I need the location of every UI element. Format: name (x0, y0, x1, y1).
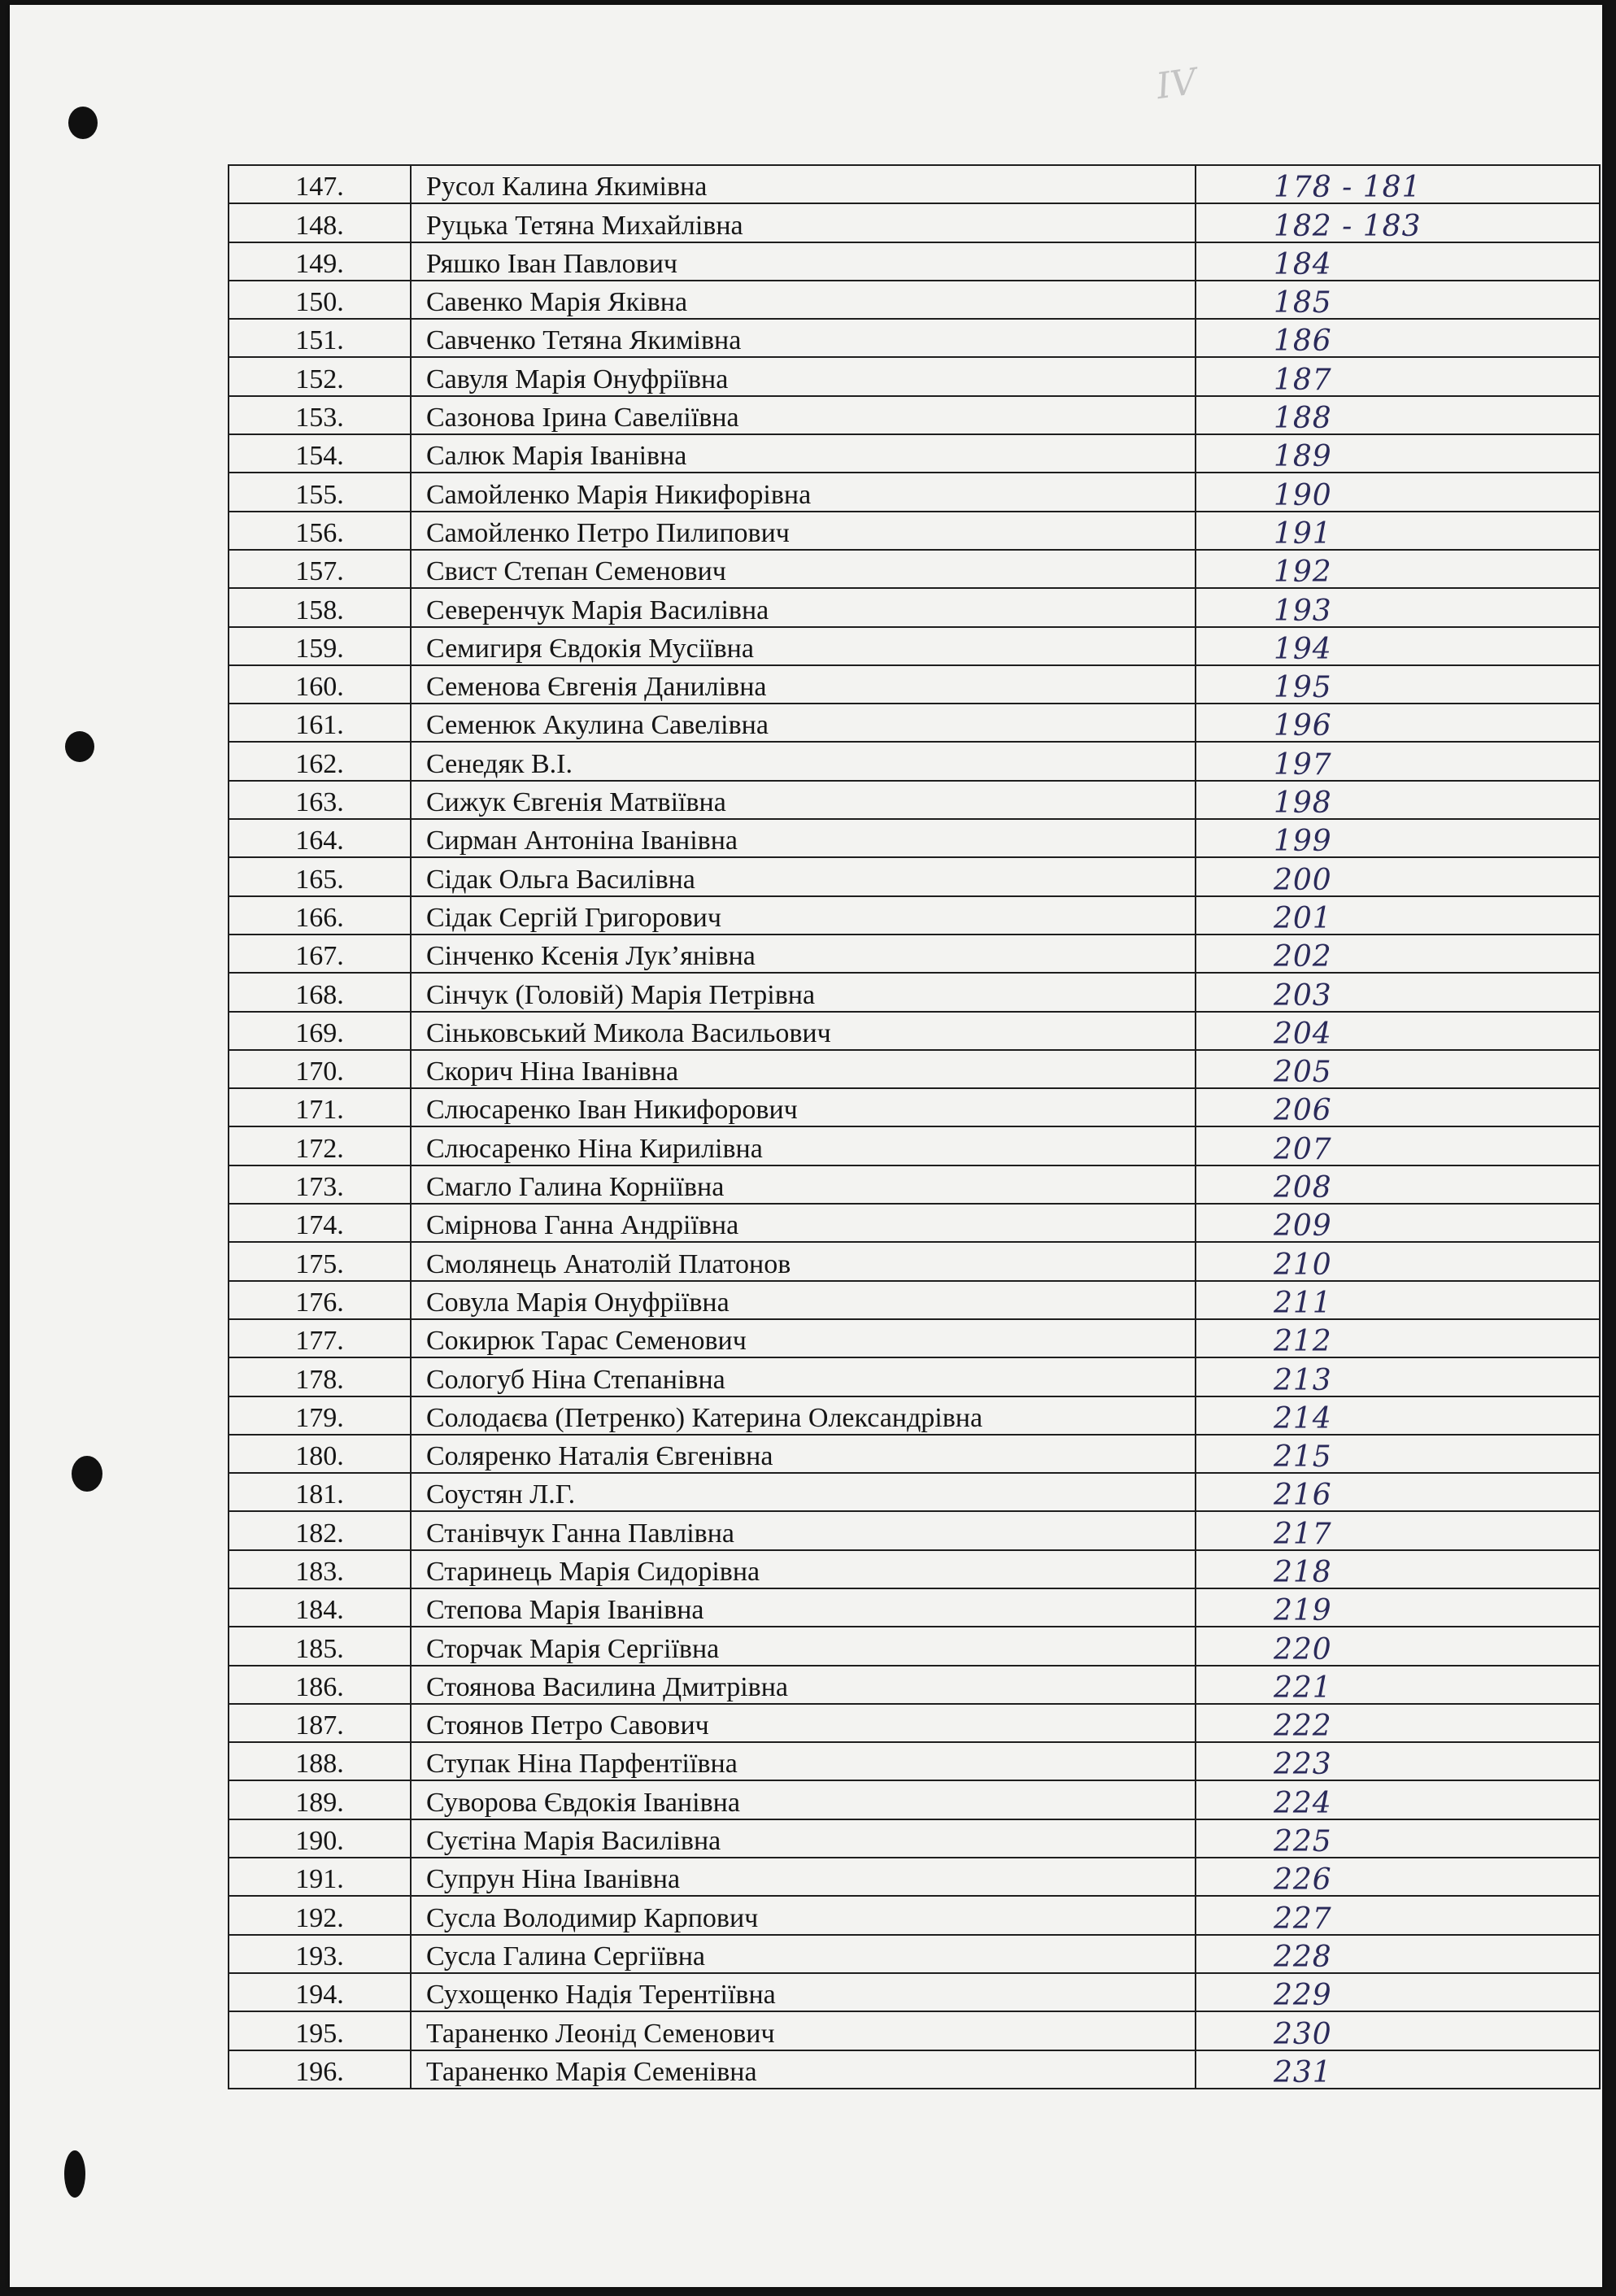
row-number: 177. (229, 1319, 411, 1357)
row-number: 169. (229, 1012, 411, 1050)
table-row (229, 1281, 1600, 1319)
sheet-number: 217 (1196, 1511, 1600, 1549)
row-number: 148. (229, 203, 411, 242)
table-row (229, 1896, 1600, 1934)
person-name: Суворова Євдокія Іванівна (411, 1780, 1196, 1819)
person-name: Сенедяк В.І. (411, 742, 1196, 780)
table-row (229, 1357, 1600, 1396)
table-row (229, 935, 1600, 973)
person-name: Русол Калина Якимівна (411, 165, 1196, 203)
sheet-number: 191 (1196, 512, 1600, 550)
sheet-number: 203 (1196, 973, 1600, 1011)
table-row (229, 1126, 1600, 1165)
row-number: 154. (229, 434, 411, 473)
person-name: Сокирюк Тарас Семенович (411, 1319, 1196, 1357)
person-name: Слюсаренко Ніна Кирилівна (411, 1126, 1196, 1165)
person-name: Сіньковський Микола Васильович (411, 1012, 1196, 1050)
sheet-number: 202 (1196, 935, 1600, 973)
row-number: 195. (229, 2011, 411, 2050)
punch-hole-1 (68, 107, 98, 139)
sheet-number: 184 (1196, 242, 1600, 281)
sheet-number: 187 (1196, 357, 1600, 395)
row-number: 183. (229, 1550, 411, 1588)
table-row (229, 1935, 1600, 1973)
table-row (229, 473, 1600, 511)
person-name: Соустян Л.Г. (411, 1473, 1196, 1511)
table-row (229, 1742, 1600, 1780)
person-name: Старинець Марія Сидорівна (411, 1550, 1196, 1588)
row-number: 181. (229, 1473, 411, 1511)
person-name: Салюк Марія Іванівна (411, 434, 1196, 473)
table-row (229, 1627, 1600, 1665)
sheet-number: 200 (1196, 857, 1600, 895)
row-number: 178. (229, 1357, 411, 1396)
row-number: 157. (229, 550, 411, 588)
person-name: Ряшко Іван Павлович (411, 242, 1196, 281)
person-name: Сусла Галина Сергіївна (411, 1935, 1196, 1973)
sheet-number: 215 (1196, 1435, 1600, 1473)
person-name: Савченко Тетяна Якимівна (411, 319, 1196, 357)
table-row (229, 704, 1600, 742)
row-number: 147. (229, 165, 411, 203)
sheet-number: 223 (1196, 1742, 1600, 1780)
table-row (229, 357, 1600, 395)
row-number: 186. (229, 1666, 411, 1704)
sheet-number: 229 (1196, 1973, 1600, 2011)
table-row (229, 627, 1600, 665)
person-name: Смолянець Анатолій Платонов (411, 1242, 1196, 1280)
person-name: Руцька Тетяна Михайлівна (411, 203, 1196, 242)
row-number: 168. (229, 973, 411, 1011)
sheet-number: 189 (1196, 434, 1600, 473)
row-number: 175. (229, 1242, 411, 1280)
table-row (229, 1242, 1600, 1280)
sheet-number: 178 - 181 (1196, 165, 1600, 203)
table-row (229, 973, 1600, 1011)
row-number: 165. (229, 857, 411, 895)
row-number: 162. (229, 742, 411, 780)
sheet-number: 222 (1196, 1704, 1600, 1742)
sheet-number: 193 (1196, 588, 1600, 626)
sheet-number: 224 (1196, 1780, 1600, 1819)
table-row (229, 165, 1600, 203)
sheet-number: 220 (1196, 1627, 1600, 1665)
punch-hole-3 (72, 1456, 102, 1492)
table-row (229, 1088, 1600, 1126)
paper-sheet (10, 5, 1602, 2287)
person-name: Степова Марія Іванівна (411, 1588, 1196, 1627)
sheet-number: 228 (1196, 1935, 1600, 1973)
row-number: 164. (229, 819, 411, 857)
person-name: Супрун Ніна Іванівна (411, 1858, 1196, 1896)
row-number: 189. (229, 1780, 411, 1819)
roster-table (228, 164, 1601, 2089)
row-number: 155. (229, 473, 411, 511)
row-number: 159. (229, 627, 411, 665)
row-number: 172. (229, 1126, 411, 1165)
table-row (229, 1819, 1600, 1858)
table-row (229, 1973, 1600, 2011)
person-name: Сідак Сергій Григорович (411, 896, 1196, 935)
punch-hole-4 (64, 2150, 85, 2198)
sheet-number: 212 (1196, 1319, 1600, 1357)
table-row (229, 242, 1600, 281)
sheet-number: 204 (1196, 1012, 1600, 1050)
table-row (229, 1704, 1600, 1742)
sheet-number: 211 (1196, 1281, 1600, 1319)
row-number: 190. (229, 1819, 411, 1858)
table-row (229, 1666, 1600, 1704)
sheet-number: 196 (1196, 704, 1600, 742)
sheet-number: 207 (1196, 1126, 1600, 1165)
sheet-number: 198 (1196, 781, 1600, 819)
row-number: 156. (229, 512, 411, 550)
table-row (229, 742, 1600, 780)
row-number: 171. (229, 1088, 411, 1126)
sheet-number: 190 (1196, 473, 1600, 511)
punch-hole-2 (65, 731, 94, 762)
person-name: Сазонова Ірина Савеліївна (411, 396, 1196, 434)
sheet-number: 199 (1196, 819, 1600, 857)
sheet-number: 182 - 183 (1196, 203, 1600, 242)
row-number: 149. (229, 242, 411, 281)
sheet-number: 218 (1196, 1550, 1600, 1588)
row-number: 188. (229, 1742, 411, 1780)
row-number: 160. (229, 665, 411, 704)
person-name: Совула Марія Онуфріївна (411, 1281, 1196, 1319)
person-name: Сологуб Ніна Степанівна (411, 1357, 1196, 1396)
person-name: Семенюк Акулина Савелівна (411, 704, 1196, 742)
sheet-number: 194 (1196, 627, 1600, 665)
row-number: 163. (229, 781, 411, 819)
table-row (229, 1588, 1600, 1627)
person-name: Сідак Ольга Василівна (411, 857, 1196, 895)
row-number: 161. (229, 704, 411, 742)
person-name: Сусла Володимир Карпович (411, 1896, 1196, 1934)
person-name: Стоянов Петро Савович (411, 1704, 1196, 1742)
person-name: Сирман Антоніна Іванівна (411, 819, 1196, 857)
table-row (229, 665, 1600, 704)
sheet-number: 209 (1196, 1204, 1600, 1242)
table-row (229, 203, 1600, 242)
person-name: Ступак Ніна Парфентіївна (411, 1742, 1196, 1780)
table-row (229, 1550, 1600, 1588)
person-name: Тараненко Марія Семенівна (411, 2050, 1196, 2089)
table-row (229, 1511, 1600, 1549)
row-number: 153. (229, 396, 411, 434)
person-name: Солодаєва (Петренко) Катерина Олександрівна (411, 1396, 1196, 1435)
person-name: Соляренко Наталія Євгенівна (411, 1435, 1196, 1473)
row-number: 173. (229, 1165, 411, 1204)
sheet-number: 195 (1196, 665, 1600, 704)
row-number: 180. (229, 1435, 411, 1473)
roster-table-body (229, 165, 1600, 2089)
sheet-number: 221 (1196, 1666, 1600, 1704)
table-row (229, 1435, 1600, 1473)
table-row (229, 1858, 1600, 1896)
table-row (229, 434, 1600, 473)
table-row (229, 1319, 1600, 1357)
person-name: Смірнова Ганна Андріївна (411, 1204, 1196, 1242)
row-number: 191. (229, 1858, 411, 1896)
row-number: 167. (229, 935, 411, 973)
row-number: 174. (229, 1204, 411, 1242)
person-name: Самойленко Марія Никифорівна (411, 473, 1196, 511)
table-row (229, 896, 1600, 935)
sheet-number: 226 (1196, 1858, 1600, 1896)
table-row (229, 1473, 1600, 1511)
sheet-number: 192 (1196, 550, 1600, 588)
person-name: Савенко Марія Яківна (411, 281, 1196, 319)
table-row (229, 396, 1600, 434)
sheet-number: 205 (1196, 1050, 1600, 1088)
person-name: Северенчук Марія Василівна (411, 588, 1196, 626)
sheet-number: 185 (1196, 281, 1600, 319)
table-row (229, 1204, 1600, 1242)
person-name: Сухощенко Надія Терентіївна (411, 1973, 1196, 2011)
person-name: Смагло Галина Корніївна (411, 1165, 1196, 1204)
table-row (229, 550, 1600, 588)
person-name: Семигиря Євдокія Мусіївна (411, 627, 1196, 665)
person-name: Самойленко Петро Пилипович (411, 512, 1196, 550)
row-number: 170. (229, 1050, 411, 1088)
table-row (229, 1396, 1600, 1435)
sheet-number: 208 (1196, 1165, 1600, 1204)
sheet-number: 186 (1196, 319, 1600, 357)
row-number: 158. (229, 588, 411, 626)
sheet-number: 213 (1196, 1357, 1600, 1396)
person-name: Семенова Євгенія Данилівна (411, 665, 1196, 704)
sheet-number: 231 (1196, 2050, 1600, 2089)
table-row (229, 2050, 1600, 2089)
row-number: 179. (229, 1396, 411, 1435)
row-number: 166. (229, 896, 411, 935)
table-row (229, 281, 1600, 319)
sheet-number: 206 (1196, 1088, 1600, 1126)
row-number: 184. (229, 1588, 411, 1627)
person-name: Сінченко Ксенія Лук’янівна (411, 935, 1196, 973)
sheet-number: 201 (1196, 896, 1600, 935)
table-row (229, 857, 1600, 895)
sheet-number: 219 (1196, 1588, 1600, 1627)
sheet-number: 197 (1196, 742, 1600, 780)
person-name: Слюсаренко Іван Никифорович (411, 1088, 1196, 1126)
row-number: 194. (229, 1973, 411, 2011)
person-name: Сижук Євгенія Матвіївна (411, 781, 1196, 819)
person-name: Савуля Марія Онуфріївна (411, 357, 1196, 395)
table-row (229, 2011, 1600, 2050)
person-name: Тараненко Леонід Семенович (411, 2011, 1196, 2050)
person-name: Станівчук Ганна Павлівна (411, 1511, 1196, 1549)
row-number: 193. (229, 1935, 411, 1973)
sheet-number: 227 (1196, 1896, 1600, 1934)
sheet-number: 230 (1196, 2011, 1600, 2050)
table-row (229, 819, 1600, 857)
row-number: 176. (229, 1281, 411, 1319)
row-number: 187. (229, 1704, 411, 1742)
sheet-number: 225 (1196, 1819, 1600, 1858)
sheet-number: 210 (1196, 1242, 1600, 1280)
sheet-number: 188 (1196, 396, 1600, 434)
table-row (229, 1165, 1600, 1204)
table-row (229, 588, 1600, 626)
row-number: 182. (229, 1511, 411, 1549)
row-number: 196. (229, 2050, 411, 2089)
table-row (229, 1012, 1600, 1050)
table-row (229, 512, 1600, 550)
table-row (229, 781, 1600, 819)
person-name: Свист Степан Семенович (411, 550, 1196, 588)
sheet-number: 216 (1196, 1473, 1600, 1511)
person-name: Скорич Ніна Іванівна (411, 1050, 1196, 1088)
row-number: 192. (229, 1896, 411, 1934)
row-number: 185. (229, 1627, 411, 1665)
row-number: 152. (229, 357, 411, 395)
sheet-number: 214 (1196, 1396, 1600, 1435)
table-row (229, 1780, 1600, 1819)
person-name: Суєтіна Марія Василівна (411, 1819, 1196, 1858)
corner-mark: IV (1153, 60, 1200, 108)
table-row (229, 319, 1600, 357)
table-row (229, 1050, 1600, 1088)
person-name: Стоянова Василина Дмитрівна (411, 1666, 1196, 1704)
person-name: Сінчук (Головій) Марія Петрівна (411, 973, 1196, 1011)
row-number: 151. (229, 319, 411, 357)
row-number: 150. (229, 281, 411, 319)
person-name: Сторчак Марія Сергіївна (411, 1627, 1196, 1665)
